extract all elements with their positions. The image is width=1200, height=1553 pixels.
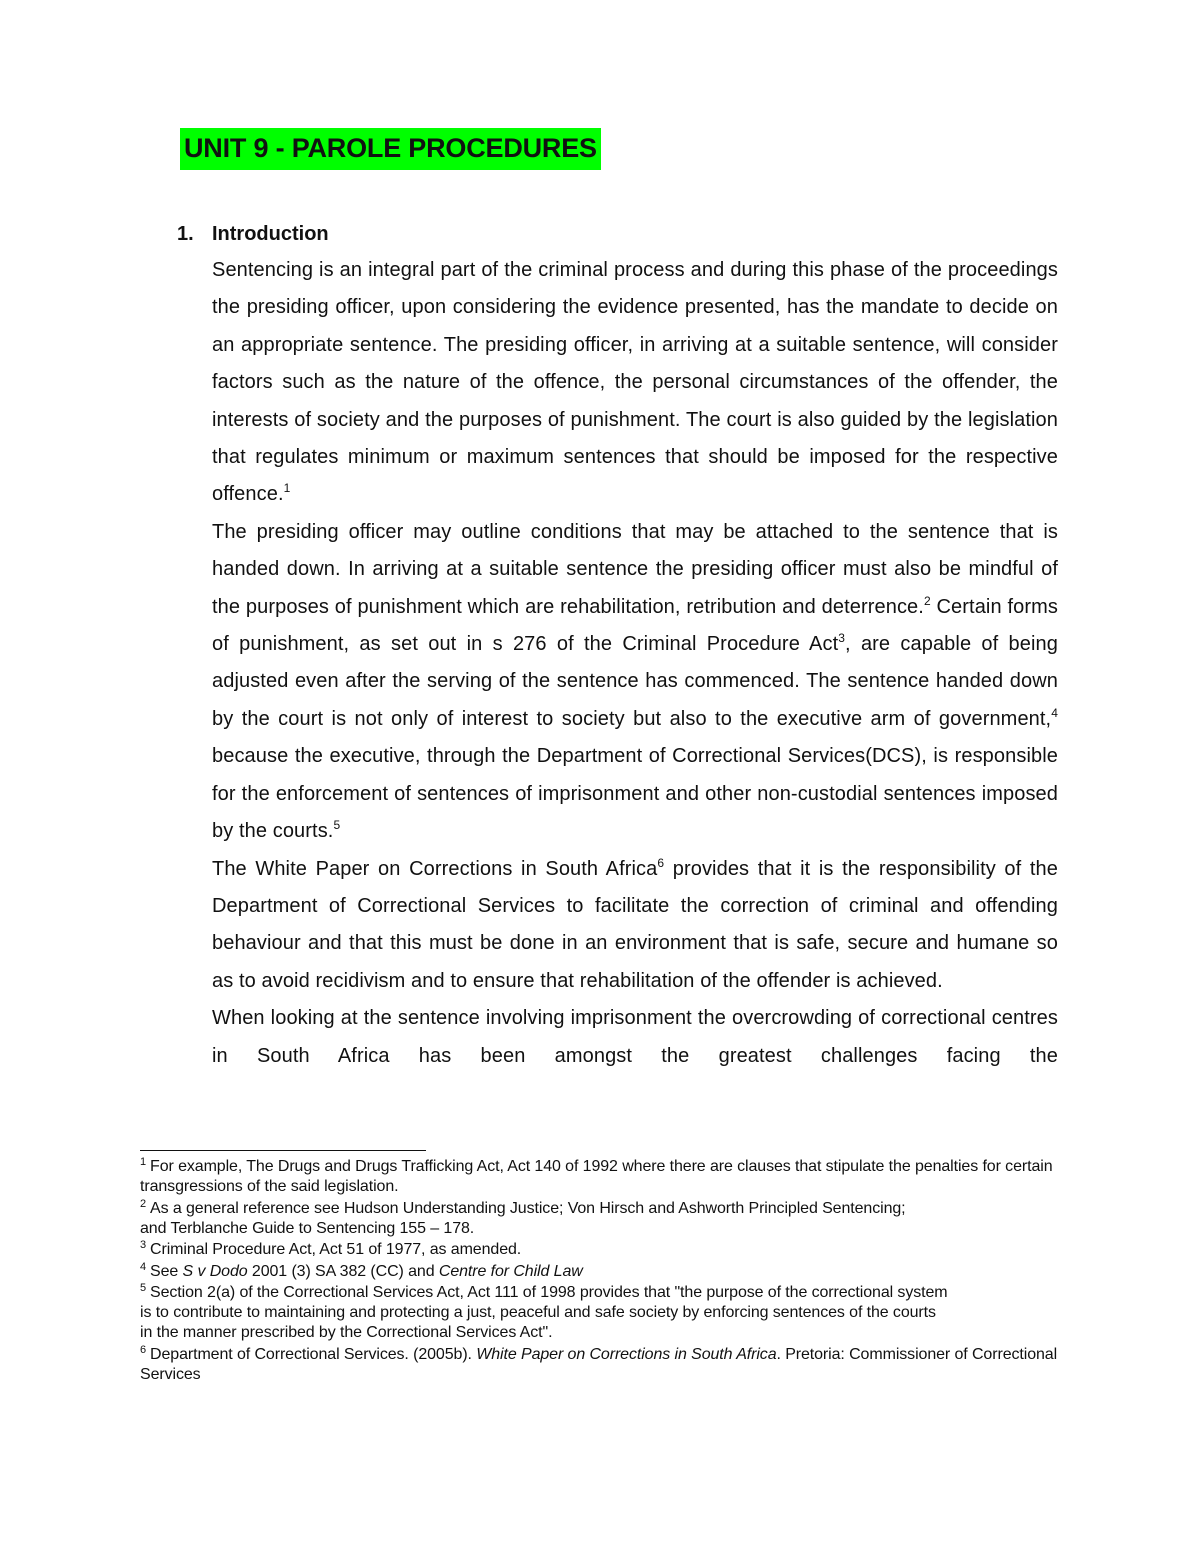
footnote-mark: 6 xyxy=(140,1343,147,1356)
case-name: Centre for Child Law xyxy=(438,1262,583,1280)
paragraph-text: because the executive, through the Department of Correctional Services(DCS), is responsible for the enforcement of sentences of imprisonment and other non-custodial sentences imposed by the courts. xyxy=(212,745,1058,843)
page-title: UNIT 9 - PAROLE PROCEDURES xyxy=(180,128,601,170)
paragraph-text: provides that it is the responsibility of the Department of Correctional Services to facilitate the correction of criminal and offending behaviour and that this must be done in an environment that is safe, secure and humane so as to avoid recidivism and to ensure that rehabilitation of the offender is achieved. xyxy=(212,857,1058,992)
footnote-text: Department of Correctional Services. (2005b). xyxy=(150,1345,477,1363)
paragraph-text: , are capable of being adjusted even after the serving of the sentence has commenced. The sentence handed down by the court is not only of interest to society but also to the executive arm of government, xyxy=(212,633,1058,730)
footnote-text: in the manner prescribed by the Correctional Services Act". xyxy=(140,1324,553,1341)
paragraph-white-paper xyxy=(212,851,1058,1001)
paragraph-text: Sentencing is an integral part of the criminal process and during this phase of the proceedings the presiding officer, upon considering the evidence presented, has the mandate to decide on an appropriate sentence. The presiding officer, in arriving at a suitable sentence, will consider factors such as the nature of the offence, the personal circumstances of the offender, the interests of society and the purposes of punishment. The court is also guided by the legislation that regulates minimum or maximum sentences that should be imposed for the respective offence. xyxy=(212,259,1058,506)
footnote-text: See xyxy=(150,1262,183,1280)
footnote-3 xyxy=(140,1240,1070,1260)
footnote-mark: 3 xyxy=(140,1239,147,1251)
paragraph-text: Certain forms of punishment, as set out in s 276 of the Criminal Procedure Act xyxy=(212,595,1058,656)
publication-title: White Paper on Corrections in South Africa xyxy=(476,1345,777,1363)
footnote-1 xyxy=(140,1157,1070,1197)
footnote-separator xyxy=(140,1150,426,1151)
case-name: S v Dodo xyxy=(182,1262,248,1280)
footnote-2 xyxy=(140,1199,1070,1239)
footnote-text: Section 2(a) of the Correctional Services Act, Act 111 of 1998 provides that "the purpose of the correctional system xyxy=(150,1284,948,1301)
paragraph-presiding-officer xyxy=(212,514,1058,851)
footnote-text: For example, The Drugs and Drugs Trafficking Act, Act 140 of 1992 where there are clauses that stipulate the penalties for certain transgressions of the said legislation. xyxy=(140,1158,1053,1195)
footnotes xyxy=(140,1157,1070,1386)
paragraph-text: The White Paper on Corrections in South Africa xyxy=(212,857,658,880)
footnote-ref: 1 xyxy=(283,481,291,496)
footnote-ref: 5 xyxy=(333,818,341,833)
footnote-text: and Terblanche Guide to Sentencing 155 – 178. xyxy=(140,1219,475,1237)
footnote-mark: 2 xyxy=(140,1197,147,1210)
paragraph-sentencing xyxy=(212,252,1058,514)
paragraph-text: The presiding officer may outline conditions that may be attached to the sentence that is handed down. In arriving at a suitable sentence the presiding officer must also be mindful of the purposes of punishment which are rehabilitation, retribution and deterrence. xyxy=(212,520,1058,618)
footnote-mark: 5 xyxy=(140,1282,147,1294)
footnote-text: 2001 (3) SA 382 (CC) and xyxy=(247,1262,439,1280)
section-heading xyxy=(177,219,329,249)
footnote-ref: 6 xyxy=(657,855,665,870)
footnote-5 xyxy=(140,1283,1070,1343)
footnote-4 xyxy=(140,1262,1070,1282)
footnote-mark: 1 xyxy=(140,1156,147,1168)
footnote-ref: 2 xyxy=(923,593,931,608)
footnote-text: As a general reference see Hudson Understanding Justice; Von Hirsch and Ashworth Principled Sentencing; xyxy=(150,1199,906,1217)
footnote-text: Criminal Procedure Act, Act 51 of 1977, as amended. xyxy=(150,1241,522,1258)
paragraph-overcrowding: When looking at the sentence involving imprisonment the overcrowding of correctional centres in South Africa has been amongst the greatest challenges facing the xyxy=(212,1007,1058,1067)
body-text xyxy=(212,252,1058,1075)
section-title: Introduction xyxy=(212,223,329,245)
footnote-text: . Pretoria: Commissioner of Correctional Services xyxy=(140,1345,1058,1383)
footnote-mark: 4 xyxy=(140,1260,147,1273)
footnote-ref: 3 xyxy=(838,631,846,646)
footnote-6 xyxy=(140,1345,1070,1385)
section-number: 1. xyxy=(177,223,194,245)
footnote-text: is to contribute to maintaining and protecting a just, peaceful and safe society by enforcing sentences of the courts xyxy=(140,1304,936,1321)
footnote-ref: 4 xyxy=(1051,705,1058,720)
